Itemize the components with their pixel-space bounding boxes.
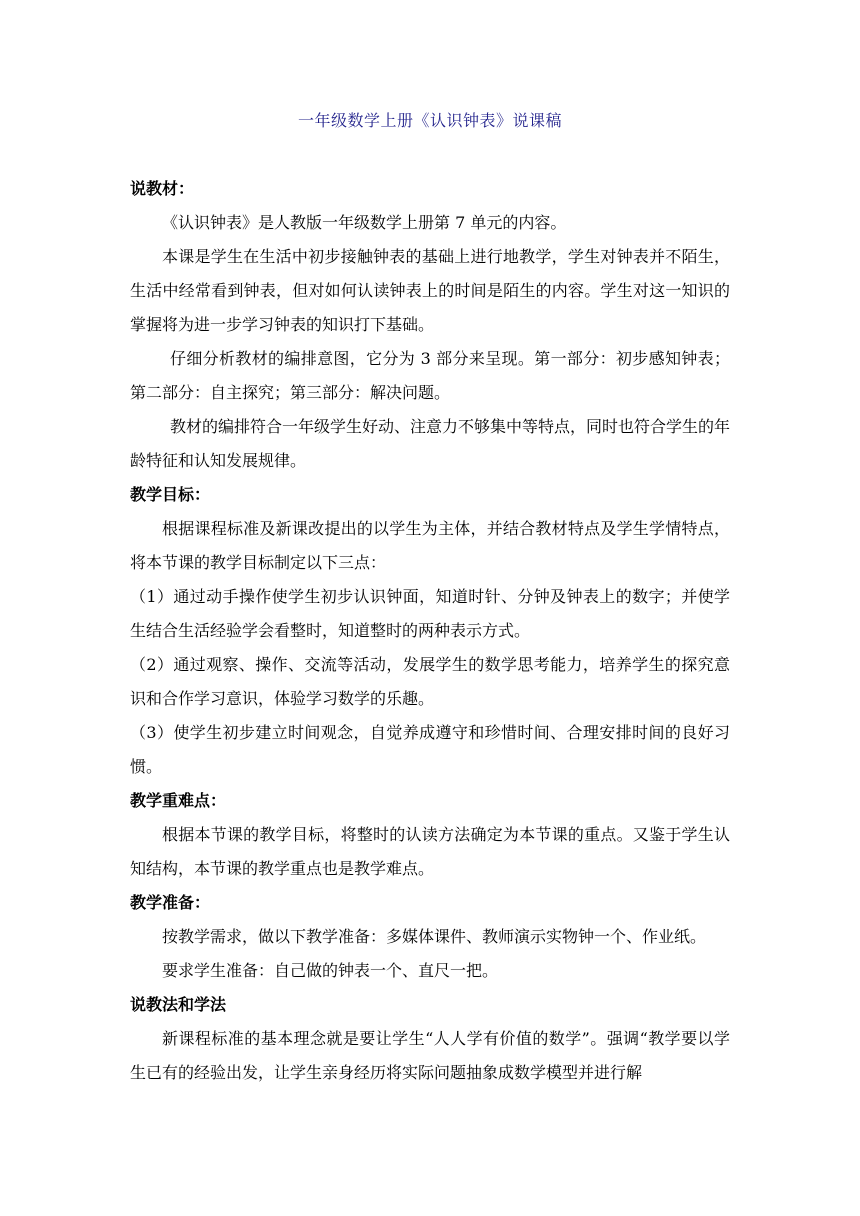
section-heading-preparation: 教学准备： — [130, 893, 211, 912]
list-item: （2）通过观察、操作、交流等活动，发展学生的数学思考能力，培养学生的探究意识和合作学习意识，体验学习数学的乐趣。 — [130, 655, 730, 708]
paragraph: 本课是学生在生活中初步接触钟表的基础上进行地教学，学生对钟表并不陌生，生活中经常看到钟表，但对如何认读钟表上的时间是陌生的内容。学生对这一知识的掌握将为进一步学习钟表的知识打下基础。 — [130, 247, 730, 334]
paragraph: 新课程标准的基本理念就是要让学生“人人学有价值的数学”。强调“教学要以学生已有的经验出发，让学生亲身经历将实际问题抽象成数学模型并进行解 — [130, 1029, 730, 1082]
document-title: 一年级数学上册《认识钟表》说课稿 — [297, 111, 562, 130]
paragraph: 仔细分析教材的编排意图，它分为 3 部分来呈现。第一部分：初步感知钟表；第二部分：自主探究；第三部分：解决问题。 — [130, 349, 730, 402]
list-item: （3）使学生初步建立时间观念，自觉养成遵守和珍惜时间、合理安排时间的良好习惯。 — [130, 723, 730, 776]
paragraph: 根据本节课的教学目标，将整时的认读方法确定为本节课的重点。又鉴于学生认知结构，本节课的教学重点也是教学难点。 — [130, 825, 730, 878]
list-item: （1）通过动手操作使学生初步认识钟面，知道时针、分钟及钟表上的数字；并使学生结合生活经验学会看整时，知道整时的两种表示方式。 — [130, 587, 730, 640]
paragraph: 教材的编排符合一年级学生好动、注意力不够集中等特点，同时也符合学生的年龄特征和认知发展规律。 — [130, 417, 731, 470]
paragraph: 按教学需求，做以下教学准备：多媒体课件、教师演示实物钟一个、作业纸。 — [162, 927, 707, 946]
paragraph: 《认识钟表》是人教版一年级数学上册第 7 单元的内容。 — [162, 213, 567, 232]
document-body — [130, 172, 730, 1090]
paragraph: 根据课程标准及新课改提出的以学生为主体，并结合教材特点及学生学情特点，将本节课的教学目标制定以下三点： — [130, 519, 730, 572]
section-heading-textbook: 说教材： — [130, 179, 195, 198]
section-heading-methods: 说教法和学法 — [130, 995, 227, 1014]
paragraph: 要求学生准备：自己做的钟表一个、直尺一把。 — [162, 961, 499, 980]
section-heading-goals: 教学目标： — [130, 485, 211, 504]
section-heading-key-points: 教学重难点： — [130, 791, 227, 810]
